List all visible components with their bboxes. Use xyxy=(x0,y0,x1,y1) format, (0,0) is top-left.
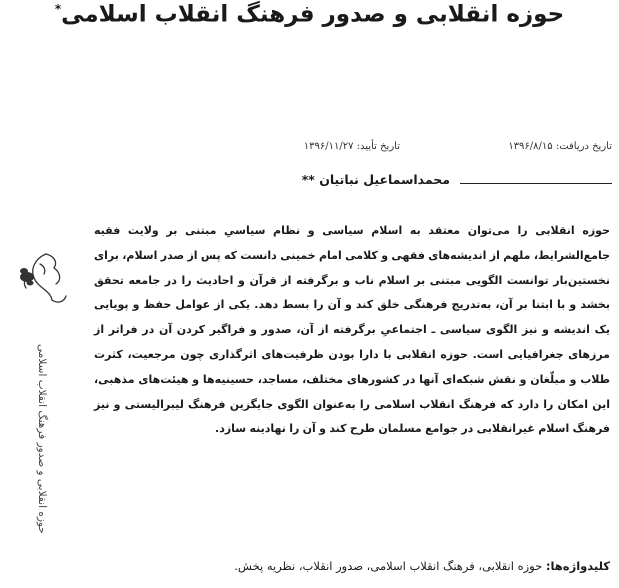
approved-date: تاریخ تأیید: ۱۳۹۶/۱۱/۲۷ xyxy=(303,141,400,152)
article-title-text: حوزه انقلابی و صدور فرهنگ انقلاب اسلامی xyxy=(61,1,565,28)
keywords-line xyxy=(50,559,610,573)
author-rule xyxy=(460,183,612,184)
floral-ornament-icon xyxy=(16,250,72,310)
keywords-values: حوزه انقلابی، فرهنگ انقلاب اسلامی، صدور انقلاب، نظریه پخش. xyxy=(234,559,543,573)
side-running-title xyxy=(31,308,53,570)
author-row xyxy=(92,172,612,192)
side-running-title-text: حوزه انقلابی و صدور فرهنگ انقلاب اسلامی xyxy=(36,344,48,534)
title-footnote-mark: * xyxy=(54,2,62,16)
article-title xyxy=(0,0,619,30)
keywords-label: کلیدواژه‌ها: xyxy=(545,559,610,573)
abstract-paragraph: حوزه انقلابی را می‌توان معتقد به اسلام سیاسی و نظام سیاسیِ مبتنی بر ولایت فقیه جامع‌الشرایط، ملهم از اندیشه‌های فقهی و کلامی امام خمینی دانست که پس از صدر اسلام، برای نخستین‌بار توانست الگویی مبتنی بر اسلام ناب و برگرفته از قرآن و احادیث را در جامعه تحقق بخشد و با ابتنا بر آن، به‌تدریج فرهنگی خلق کند و آن را بسط دهد. یکی از عوامل حفظ و پویایی یک اندیشه و نیز الگوی سیاسی ـ اجتماعیِ برگرفته از آن، صدور و فراگیر کردن آن در فراتر از مرزهای جغرافیایی است. حوزه انقلابی با دارا بودن ظرفیت‌های اثرگذاری چون مرجعیت، کثرت طلاب و مبلّغان و نقش شبکه‌ای آنها در کشورهای مختلف، مساجد، حسینیه‌ها و هیئت‌های مذهبی، این امکان را دارد که فرهنگ انقلاب اسلامی را به‌عنوان الگوی جایگزین فرهنگ لیبرالیستی و نیز فرهنگ اسلام غیرانقلابی در جوامع مسلمان طرح کند و آن را نهادینه سازد. xyxy=(94,224,610,436)
author-name: محمداسماعیل نباتیان ** xyxy=(301,172,450,187)
received-date: تاریخ دریافت: ۱۳۹۶/۸/۱۵ xyxy=(508,141,612,152)
article-dates xyxy=(262,141,612,157)
